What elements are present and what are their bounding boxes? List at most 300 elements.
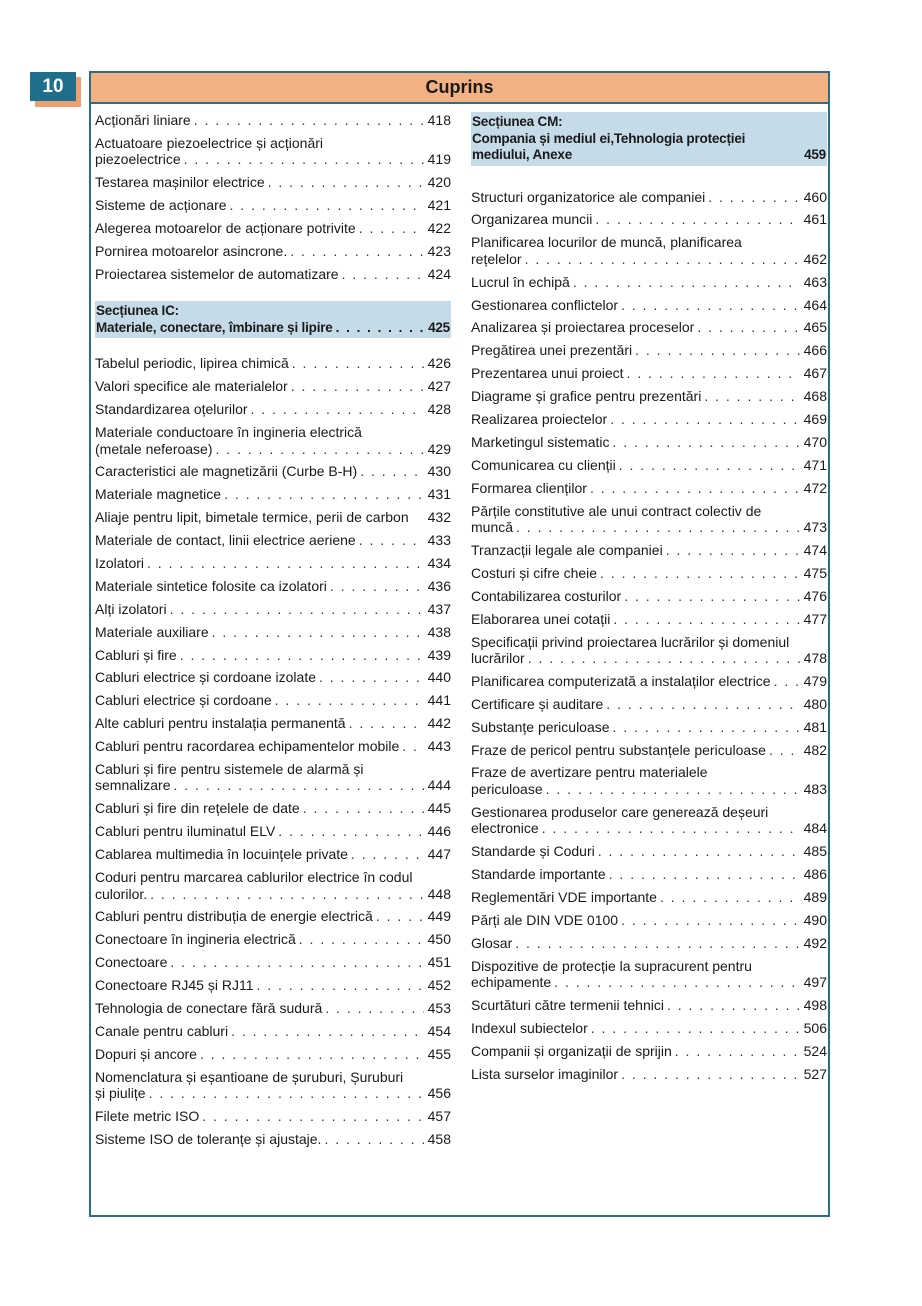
page-reference: 466 (803, 342, 827, 359)
dot-leader (278, 823, 423, 840)
toc-entry[interactable] (471, 889, 827, 906)
page-reference: 425 (428, 319, 450, 335)
toc-entry[interactable] (471, 935, 827, 952)
entry-title-line: Izolatori (95, 554, 145, 571)
dot-leader (769, 742, 800, 759)
toc-entry[interactable] (95, 401, 451, 418)
toc-entry[interactable] (95, 800, 451, 817)
entry-title-line: Testarea mașinilor electrice (95, 174, 265, 191)
toc-entry[interactable] (95, 220, 451, 237)
page-reference: 464 (803, 296, 827, 313)
entry-title-line: muncă (471, 519, 514, 536)
dot-leader (666, 542, 800, 559)
entry-title-line: lucrărilor (471, 650, 525, 667)
page-reference: 421 (427, 197, 451, 214)
dot-leader (525, 251, 800, 268)
entry-title-line: Tranzacții legale ale companiei (471, 541, 663, 558)
dot-leader (621, 912, 800, 929)
page-reference: 467 (803, 365, 827, 382)
toc-entry[interactable] (471, 843, 827, 860)
dot-leader (360, 463, 423, 480)
page-reference: 423 (427, 242, 451, 259)
toc-entry[interactable] (95, 532, 451, 549)
page-reference: 490 (803, 911, 827, 928)
page-reference: 481 (803, 718, 827, 735)
dot-leader (173, 777, 423, 794)
dot-leader (542, 820, 800, 837)
entry-title-line: Prezentarea unui proiect (471, 365, 624, 382)
page-reference: 446 (427, 823, 451, 840)
page-reference: 433 (427, 532, 451, 549)
toc-entry[interactable] (95, 1023, 451, 1040)
page-reference: 498 (803, 997, 827, 1014)
toc-entry[interactable] (471, 997, 827, 1014)
entry-title-line: Organizarea muncii (471, 211, 593, 228)
dot-leader (376, 908, 424, 925)
page-reference: 447 (427, 846, 451, 863)
dot-leader (202, 1108, 423, 1125)
entry-title-line: Diagrame și grafice pentru prezentări (471, 388, 702, 405)
toc-entry[interactable] (471, 274, 827, 291)
entry-title-line: Scurtături către termenii tehnici (471, 997, 664, 1014)
entry-title-line: culorilor. (95, 885, 148, 902)
entry-title-line: Dopuri și ancore (95, 1045, 197, 1062)
toc-entry[interactable] (471, 189, 827, 206)
entry-title-line: Cablarea multimedia în locuințele private (95, 846, 348, 863)
dot-leader (351, 846, 424, 863)
page-reference: 497 (803, 974, 827, 991)
toc-entry[interactable] (471, 565, 827, 582)
dot-leader (170, 954, 423, 971)
toc-entry[interactable] (95, 1108, 451, 1125)
toc-entry[interactable] (95, 601, 451, 618)
toc-entry[interactable] (95, 1131, 451, 1148)
toc-entry[interactable] (95, 174, 451, 191)
page-reference: 474 (803, 541, 827, 558)
toc-entry[interactable] (95, 761, 451, 794)
dot-leader (324, 1131, 423, 1148)
page-reference: 428 (427, 401, 451, 418)
page-number: 10 (30, 72, 76, 101)
entry-title-line: Contabilizarea costurilor (471, 587, 622, 604)
toc-entry[interactable] (95, 1046, 451, 1063)
toc-entry[interactable] (95, 715, 451, 732)
page-reference: 449 (427, 908, 451, 925)
page-reference: 458 (427, 1130, 451, 1147)
dot-leader (402, 738, 423, 755)
entry-title-line: Gestionarea conflictelor (471, 296, 619, 313)
dot-leader (660, 889, 800, 906)
dot-leader (528, 650, 800, 667)
toc-entry[interactable] (471, 388, 827, 405)
toc-entry[interactable] (471, 480, 827, 497)
toc-entry[interactable] (471, 542, 827, 559)
entry-title-line: Realizarea proiectelor (471, 411, 608, 428)
entry-title-line: Cabluri și fire pentru sistemele de alarmă și (95, 760, 364, 777)
entry-title-line: piezoelectrice (95, 151, 181, 168)
toc-entry[interactable] (471, 342, 827, 359)
dot-leader (590, 480, 800, 497)
page-reference: 422 (427, 220, 451, 237)
toc-entry[interactable] (471, 866, 827, 883)
page-reference: 480 (803, 695, 827, 712)
dot-leader (256, 977, 423, 994)
entry-title-line: Caracteristici ale magnetizării (Curbe B-H) (95, 463, 358, 480)
entry-title-line: Fraze de pericol pentru substanțele periculoase (471, 741, 766, 758)
entry-title-line: Indexul subiectelor (471, 1020, 588, 1036)
entry-title-line: Canale pentru cabluri (95, 1022, 229, 1039)
page-reference: 486 (803, 866, 827, 883)
toc-entry[interactable] (95, 266, 451, 283)
dot-leader (613, 719, 800, 736)
page-reference: 468 (803, 388, 827, 405)
entry-title-line: Cabluri pentru distribuția de energie electrică (95, 908, 373, 925)
toc-entry[interactable] (95, 954, 451, 971)
page-reference: 524 (803, 1042, 827, 1059)
page-reference: 429 (427, 440, 451, 457)
dot-leader (275, 692, 424, 709)
page-reference: 455 (427, 1045, 451, 1062)
dot-leader (290, 243, 423, 260)
dot-leader (516, 519, 800, 536)
page-reference: 484 (803, 820, 827, 837)
entry-title-line: Materiale auxiliare (95, 623, 209, 640)
toc-entry[interactable] (95, 869, 451, 902)
dot-leader (149, 1085, 424, 1102)
dot-leader (613, 611, 799, 628)
entry-title-line: Proiectarea sistemelor de automatizare (95, 265, 339, 282)
toc-entry[interactable] (95, 624, 451, 641)
entry-title-line: periculoase (471, 780, 543, 797)
page-reference: 475 (803, 564, 827, 581)
entry-title-line: Tehnologia de conectare fără sudură (95, 1000, 323, 1016)
dot-leader (573, 274, 800, 291)
page-reference: 479 (803, 672, 827, 689)
section-title-line: mediului, Anexe (472, 147, 573, 162)
toc-entry[interactable] (95, 555, 451, 572)
dot-leader (230, 197, 424, 214)
dot-leader (224, 486, 424, 503)
dot-leader (170, 601, 424, 618)
entry-title-line: Marketingul sistematic (471, 433, 610, 450)
toc-entry[interactable] (95, 846, 451, 863)
page-reference: 492 (803, 934, 827, 951)
toc-entry[interactable] (95, 977, 451, 994)
entry-title-line: Lista surselor imaginilor (471, 1065, 619, 1082)
page-reference: 470 (803, 433, 827, 450)
toc-section-heading (95, 301, 451, 338)
dot-leader (251, 401, 424, 418)
entry-title-line: Fraze de avertizare pentru materialele (471, 764, 708, 781)
toc-entry[interactable] (471, 319, 827, 336)
entry-title-line: Materiale de contact, linii electrice aeriene (95, 532, 356, 549)
toc-entry[interactable] (95, 486, 451, 503)
entry-title-line: Materiale sintetice folosite ca izolatori (95, 577, 327, 594)
entry-title-line: Comunicarea cu clienții (471, 456, 616, 473)
dot-leader (180, 647, 424, 664)
toc-entry[interactable] (95, 669, 451, 686)
entry-title-line: Analizarea și proiectarea proceselor (471, 319, 695, 336)
page-reference: 443 (427, 738, 451, 755)
entry-title-line: Părțile constitutive ale unui contract colectiv de (471, 502, 762, 519)
dot-leader (774, 673, 800, 690)
toc-section-heading (471, 112, 827, 166)
dot-leader (336, 320, 424, 337)
entry-title-line: Conectoare RJ45 și RJ11 (95, 977, 254, 994)
entry-title-line: Reglementări VDE importante (471, 889, 657, 906)
page-reference: 465 (803, 319, 827, 336)
toc-entry[interactable] (95, 578, 451, 595)
dot-leader (635, 342, 800, 359)
toc-entry[interactable] (471, 365, 827, 382)
dot-leader (212, 624, 424, 641)
toc-entry[interactable] (471, 719, 827, 736)
entry-title-line: Aliaje pentru lipit, bimetale termice, perii de carbon (95, 509, 409, 526)
dot-leader (291, 378, 424, 395)
toc-entry[interactable] (471, 234, 827, 267)
dot-leader (515, 935, 799, 952)
toc-entry[interactable] (95, 355, 451, 372)
toc-entry[interactable] (95, 738, 451, 755)
entry-title-line: Cabluri și fire din rețelele de date (95, 800, 300, 817)
page-reference: 448 (427, 885, 451, 902)
dot-leader (299, 931, 424, 948)
page-reference: 527 (803, 1065, 827, 1082)
page-reference: 482 (803, 741, 827, 758)
dot-leader (303, 800, 424, 817)
entry-title-line: Cabluri pentru racordarea echipamentelor mobile (95, 738, 400, 755)
toc-entry[interactable] (471, 673, 827, 690)
entry-title-line: (metale neferoase) (95, 440, 213, 457)
toc-entry[interactable] (471, 1043, 827, 1060)
dot-leader (200, 1046, 424, 1063)
page-reference: 485 (803, 843, 827, 860)
dot-leader (610, 411, 799, 428)
entry-title-line: Conectoare în ingineria electrică (95, 931, 296, 948)
entry-title-line: Părți ale DIN VDE 0100 (471, 911, 619, 928)
toc-entry[interactable] (95, 197, 451, 214)
page-reference: 457 (427, 1108, 451, 1125)
entry-title-line: Conectoare (95, 954, 168, 971)
dot-leader (613, 434, 800, 451)
entry-title-line: Materiale conductoare în ingineria electrică (95, 424, 362, 441)
entry-title-line: Sisteme ISO de toleranțe și ajustaje. (95, 1130, 322, 1147)
toc-entry[interactable] (95, 647, 451, 664)
entry-title-line: Pornirea motoarelor asincrone. (95, 242, 288, 259)
dot-leader (627, 365, 800, 382)
page-reference: 427 (427, 378, 451, 395)
entry-title-line: Alți izolatori (95, 600, 167, 617)
dot-leader (359, 220, 424, 237)
toc-left-column (95, 112, 451, 1147)
entry-title-line: electronice (471, 820, 539, 837)
dot-leader (216, 441, 424, 458)
dot-leader (150, 886, 424, 903)
entry-title-line: Cabluri pentru iluminatul ELV (95, 823, 276, 840)
toc-entry[interactable] (471, 958, 827, 991)
toc-entry[interactable] (471, 634, 827, 667)
toc-entry[interactable] (95, 931, 451, 948)
dot-leader (621, 1066, 800, 1083)
dot-leader (619, 457, 800, 474)
page-reference: 440 (427, 669, 451, 686)
toc-entry[interactable] (471, 297, 827, 314)
dot-leader (609, 866, 800, 883)
dot-leader (194, 112, 424, 129)
dot-leader (621, 297, 800, 314)
dot-leader (595, 211, 799, 228)
dot-leader (349, 715, 424, 732)
dot-leader (704, 388, 799, 405)
page-reference: 426 (427, 355, 451, 372)
toc-entry[interactable] (471, 804, 827, 837)
entry-title-line: Materiale magnetice (95, 486, 222, 503)
entry-title-line: Sisteme de acționare (95, 197, 227, 214)
page-reference: 462 (803, 250, 827, 267)
toc-entry[interactable] (471, 742, 827, 759)
page-reference: 477 (803, 610, 827, 627)
dot-leader (675, 1043, 800, 1060)
page-reference: 445 (427, 800, 451, 817)
section-title-line: Compania și mediul ei,Tehnologia protecției (472, 130, 746, 146)
toc-entry[interactable] (95, 463, 451, 480)
toc-entry[interactable] (471, 764, 827, 797)
page-title: Cuprins (91, 73, 828, 104)
dot-leader (330, 578, 424, 595)
dot-leader (268, 174, 424, 191)
toc-entry[interactable] (471, 457, 827, 474)
section-title-line: Materiale, conectare, îmbinare și lipire (96, 319, 333, 335)
toc-entry[interactable] (95, 112, 451, 129)
entry-title-line: Gestionarea produselor care generează deșeuri (471, 803, 769, 820)
page-reference: 434 (427, 554, 451, 571)
toc-entry[interactable] (471, 588, 827, 605)
entry-title-line: Glosar (471, 934, 513, 951)
page-reference: 489 (803, 889, 827, 906)
dot-leader (600, 565, 800, 582)
dot-leader (546, 781, 800, 798)
toc-entry[interactable] (471, 211, 827, 228)
dot-leader (708, 189, 799, 206)
entry-title-line: Specificații privind proiectarea lucrărilor și domeniul (471, 633, 790, 650)
page-reference: 439 (427, 646, 451, 663)
entry-title-line: Tabelul periodic, lipirea chimică (95, 355, 289, 372)
dot-leader (667, 997, 800, 1014)
entry-title-line: Structuri organizatorice ale companiei (471, 188, 706, 205)
entry-title-line: Dispozitive de protecție la supracurent pentru (471, 957, 752, 974)
toc-entry[interactable] (471, 696, 827, 713)
page-reference: 506 (803, 1020, 827, 1036)
entry-title-line: semnalizare (95, 777, 171, 794)
page-reference: 471 (803, 456, 827, 473)
entry-title-line: Cabluri și fire (95, 646, 177, 663)
toc-entry[interactable] (95, 1000, 451, 1017)
entry-title-line: Standarde importante (471, 866, 606, 883)
entry-title-line: Alte cabluri pentru instalația permanentă (95, 715, 346, 732)
dot-leader (342, 266, 424, 283)
page-reference: 450 (427, 931, 451, 948)
entry-title-line: Certificare și auditare (471, 695, 604, 712)
toc-entry[interactable] (95, 243, 451, 260)
page-reference: 431 (427, 486, 451, 503)
page-reference: 454 (427, 1022, 451, 1039)
page-reference: 419 (427, 151, 451, 168)
page-reference: 476 (803, 587, 827, 604)
page-reference: 472 (803, 479, 827, 496)
page-reference: 483 (803, 780, 827, 797)
entry-title-line: Filete metric ISO (95, 1108, 200, 1125)
entry-title-line: Elaborarea unei cotații (471, 610, 611, 627)
entry-title-line: echipamente (471, 974, 552, 991)
entry-title-line: Standardizarea oțelurilor (95, 401, 248, 418)
toc-entry[interactable] (471, 411, 827, 428)
entry-title-line: Formarea clienților (471, 479, 587, 496)
entry-title-line: Acționări liniare (95, 112, 191, 128)
dot-leader (554, 974, 799, 991)
toc-entry[interactable] (471, 503, 827, 536)
entry-title-line: Substanțe periculoase (471, 718, 610, 735)
entry-title-line: Cabluri electrice și cordoane izolate (95, 669, 316, 686)
page-reference: 456 (427, 1085, 451, 1102)
page-reference: 444 (427, 777, 451, 794)
toc-entry[interactable] (95, 692, 451, 709)
entry-title-line: Pregătirea unei prezentări (471, 342, 633, 359)
entry-title-line: Actuatoare piezoelectrice și acționări (95, 134, 324, 151)
toc-entry[interactable] (471, 1020, 827, 1037)
page-reference: 459 (804, 147, 826, 162)
entry-title-line: Costuri și cifre cheie (471, 564, 598, 581)
entry-title-line: Valori specifice ale materialelor (95, 378, 288, 395)
page-reference: 452 (427, 977, 451, 994)
dot-leader (147, 555, 424, 572)
toc-entry[interactable] (471, 611, 827, 628)
toc-entry[interactable] (95, 908, 451, 925)
entry-title-line: Planificarea computerizată a instalaților electrice (471, 672, 771, 689)
dot-leader (184, 151, 424, 168)
page-reference: 420 (427, 174, 451, 191)
page-reference: 430 (427, 463, 451, 480)
dot-leader (231, 1023, 424, 1040)
toc-entry[interactable] (95, 424, 451, 457)
page-reference: 441 (427, 692, 451, 709)
dot-leader (292, 355, 424, 372)
entry-title-line: Companii și organizații de sprijin (471, 1042, 672, 1059)
entry-title-line: Cabluri electrice și cordoane (95, 692, 272, 709)
page-reference: 437 (427, 600, 451, 617)
dot-leader (319, 669, 424, 686)
toc-entry[interactable] (95, 1069, 451, 1102)
page-reference: 460 (803, 188, 827, 205)
toc-entry[interactable] (95, 135, 451, 168)
toc-entry[interactable] (471, 434, 827, 451)
toc-right-column (471, 112, 827, 1082)
entry-title-line: Alegerea motoarelor de acționare potrivite (95, 220, 356, 237)
page-reference: 438 (427, 623, 451, 640)
page-reference: 469 (803, 411, 827, 428)
dot-leader (598, 843, 800, 860)
toc-entry[interactable] (95, 378, 451, 395)
page-reference: 436 (427, 577, 451, 594)
toc-entry[interactable] (471, 912, 827, 929)
toc-entry[interactable] (95, 509, 451, 526)
dot-leader (697, 319, 799, 336)
entry-title-line: rețelelor (471, 250, 522, 267)
entry-title-line: Planificarea locurilor de muncă, planificarea (471, 234, 742, 251)
dot-leader (606, 696, 799, 713)
page-reference: 453 (427, 1000, 451, 1016)
toc-entry[interactable] (95, 823, 451, 840)
toc-entry[interactable] (471, 1066, 827, 1083)
